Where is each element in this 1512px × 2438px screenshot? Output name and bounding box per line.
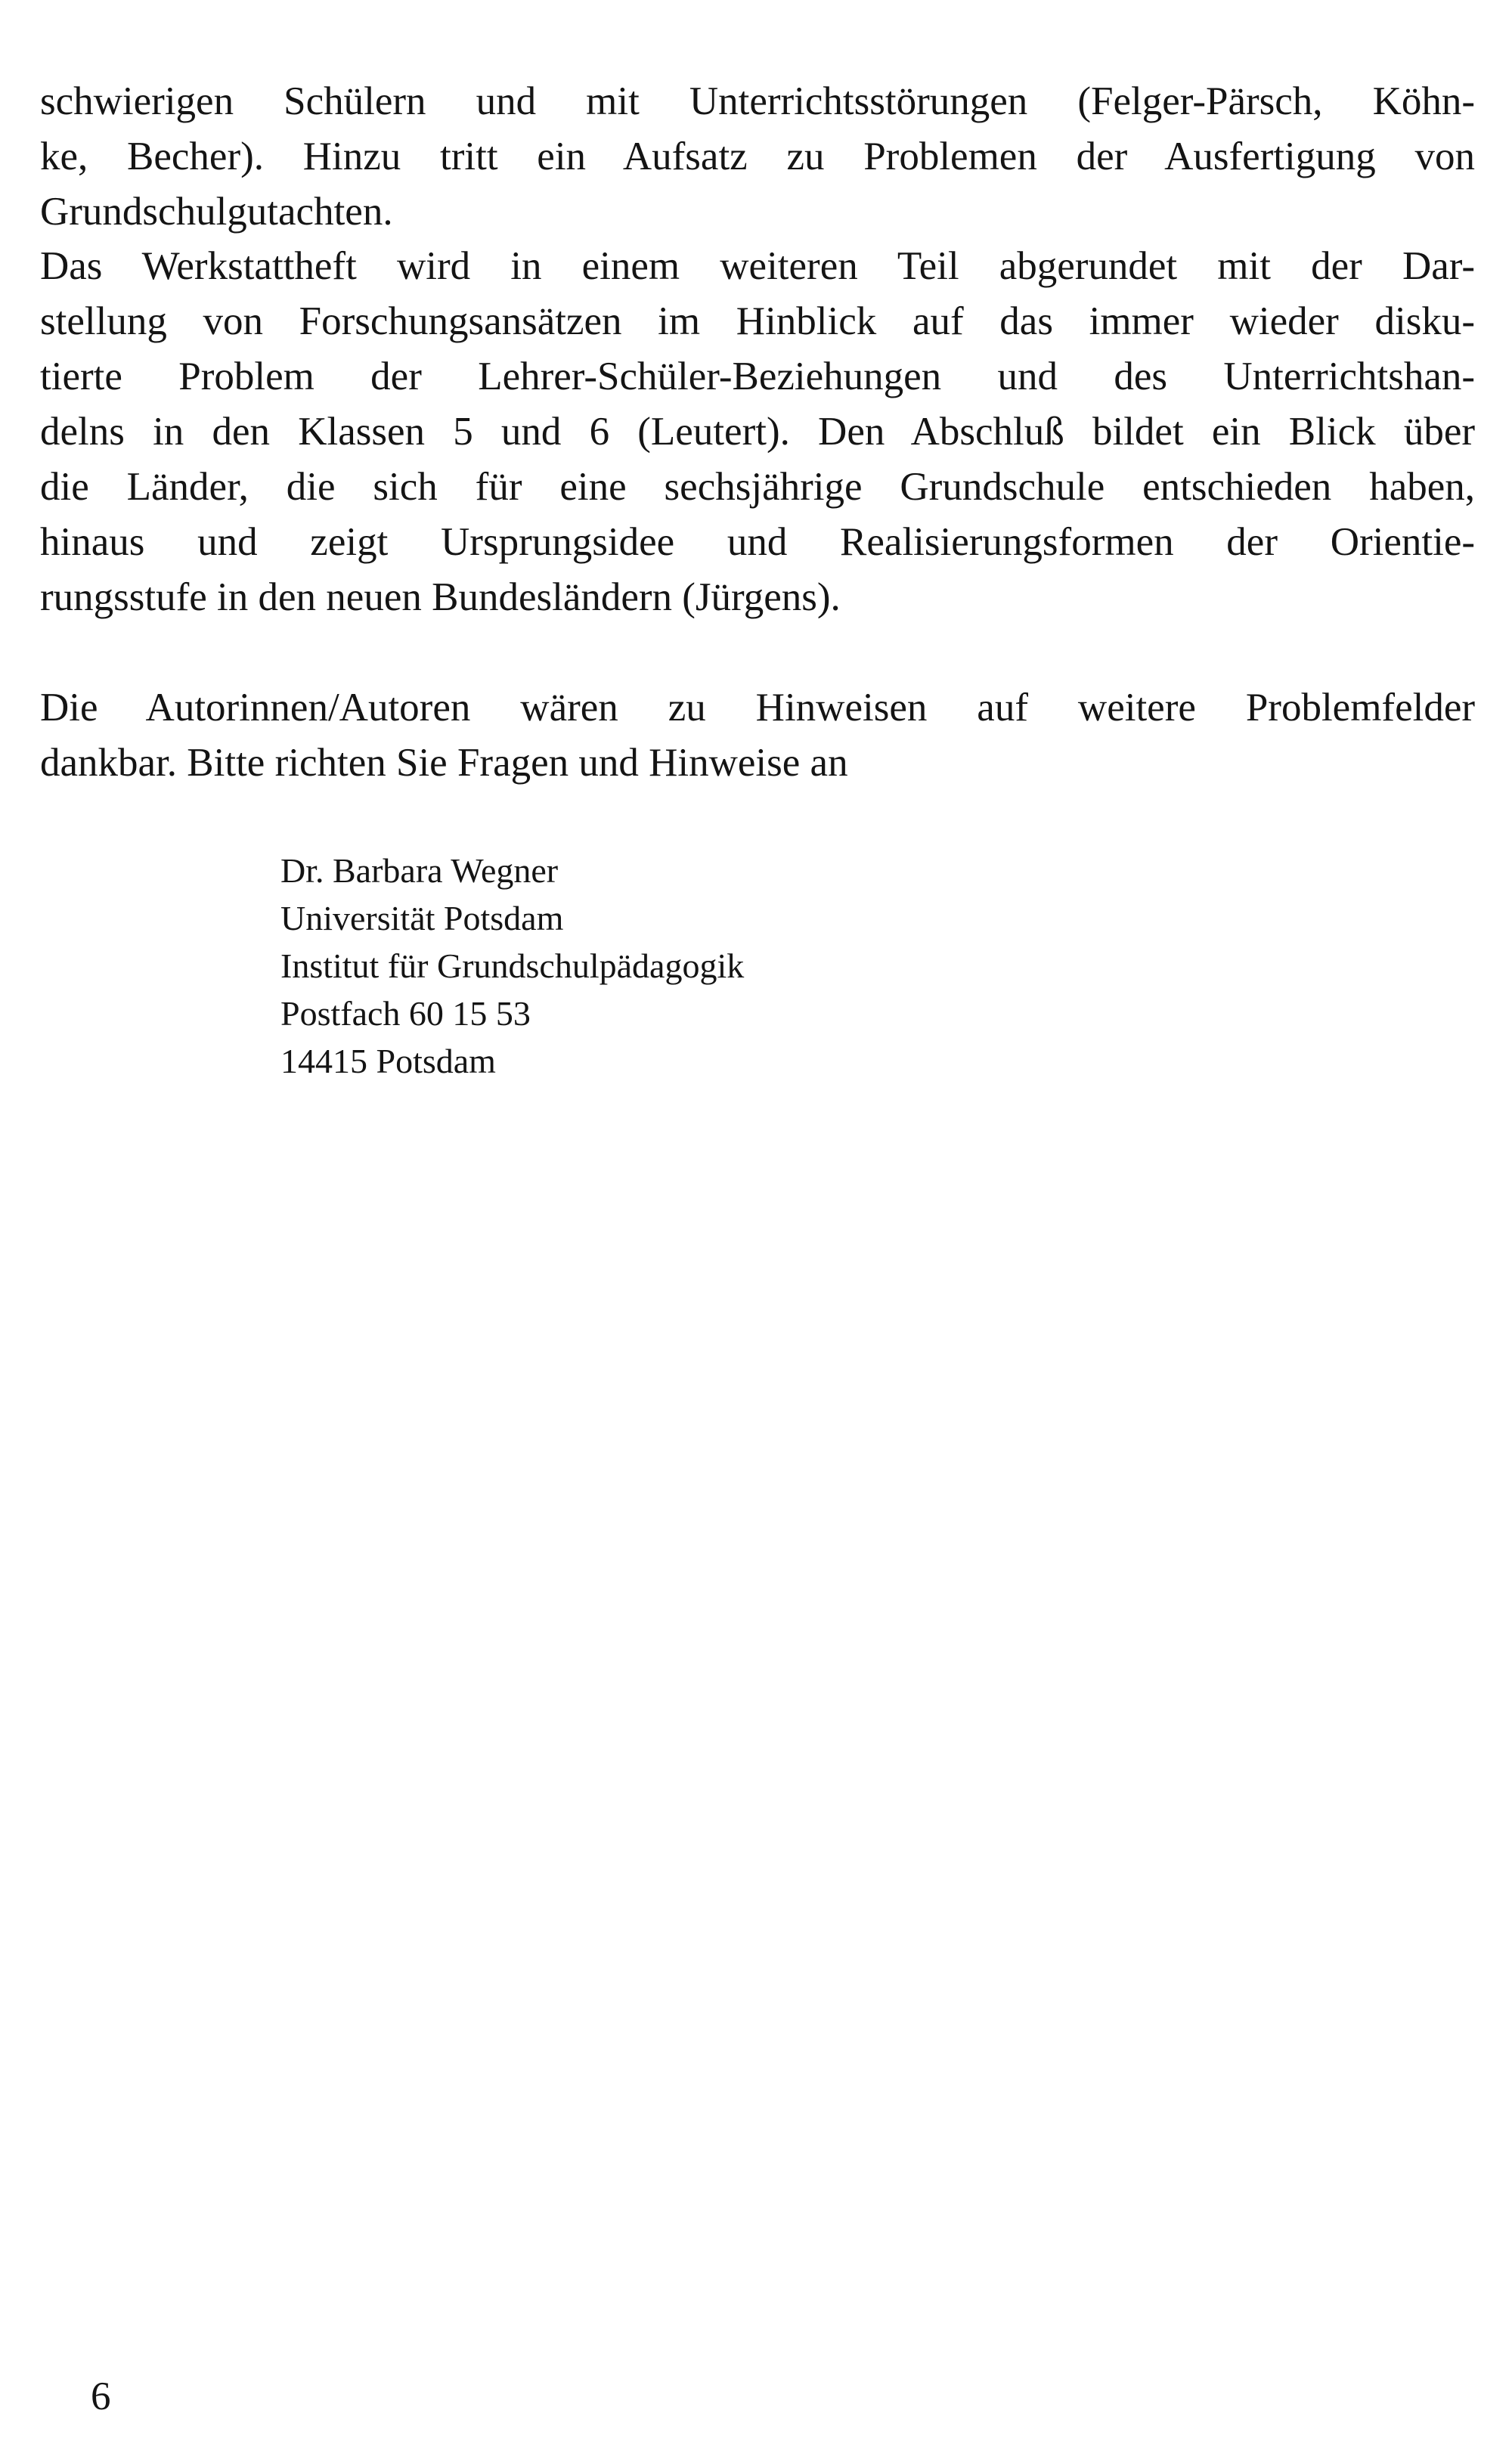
text-line: ke, Becher). Hinzu tritt ein Aufsatz zu Problemen der Ausfertigung von xyxy=(40,135,1475,178)
text-line: rungsstufe in den neuen Bundesländern (Jürgens). xyxy=(40,575,841,619)
paragraph-intro xyxy=(40,74,1475,240)
text-line: dankbar. Bitte richten Sie Fragen und Hinweise an xyxy=(40,741,848,785)
text-line: Grundschulgutachten. xyxy=(40,190,393,234)
address-city: 14415 Potsdam xyxy=(280,1042,496,1080)
text-line: stellung von Forschungsansätzen im Hinblick auf das immer wieder disku- xyxy=(40,299,1475,343)
contact-address xyxy=(280,847,744,1085)
paragraph-werkstatt xyxy=(40,239,1475,625)
text-line: die Länder, die sich für eine sechsjährige Grundschule entschieden haben, xyxy=(40,465,1475,509)
text-line: schwierigen Schülern und mit Unterrichtsstörungen (Felger-Pärsch, Köhn- xyxy=(40,79,1475,123)
text-line: tierte Problem der Lehrer-Schüler-Beziehungen und des Unterrichtshan- xyxy=(40,355,1475,398)
text-line: Die Autorinnen/Autoren wären zu Hinweisen auf weitere Problemfelder xyxy=(40,686,1475,730)
page-number: 6 xyxy=(91,2374,111,2418)
address-name: Dr. Barbara Wegner xyxy=(280,851,559,890)
address-postbox: Postfach 60 15 53 xyxy=(280,994,531,1033)
address-institute: Institut für Grundschulpädagogik xyxy=(280,946,745,985)
text-line: hinaus und zeigt Ursprungsidee und Realisierungsformen der Orientie- xyxy=(40,520,1475,564)
address-university: Universität Potsdam xyxy=(280,899,564,937)
text-line: Das Werkstattheft wird in einem weiteren Teil abgerundet mit der Dar- xyxy=(40,244,1475,288)
paragraph-request xyxy=(40,680,1475,791)
text-line: delns in den Klassen 5 und 6 (Leutert). Den Abschluß bildet ein Blick über xyxy=(40,410,1475,454)
